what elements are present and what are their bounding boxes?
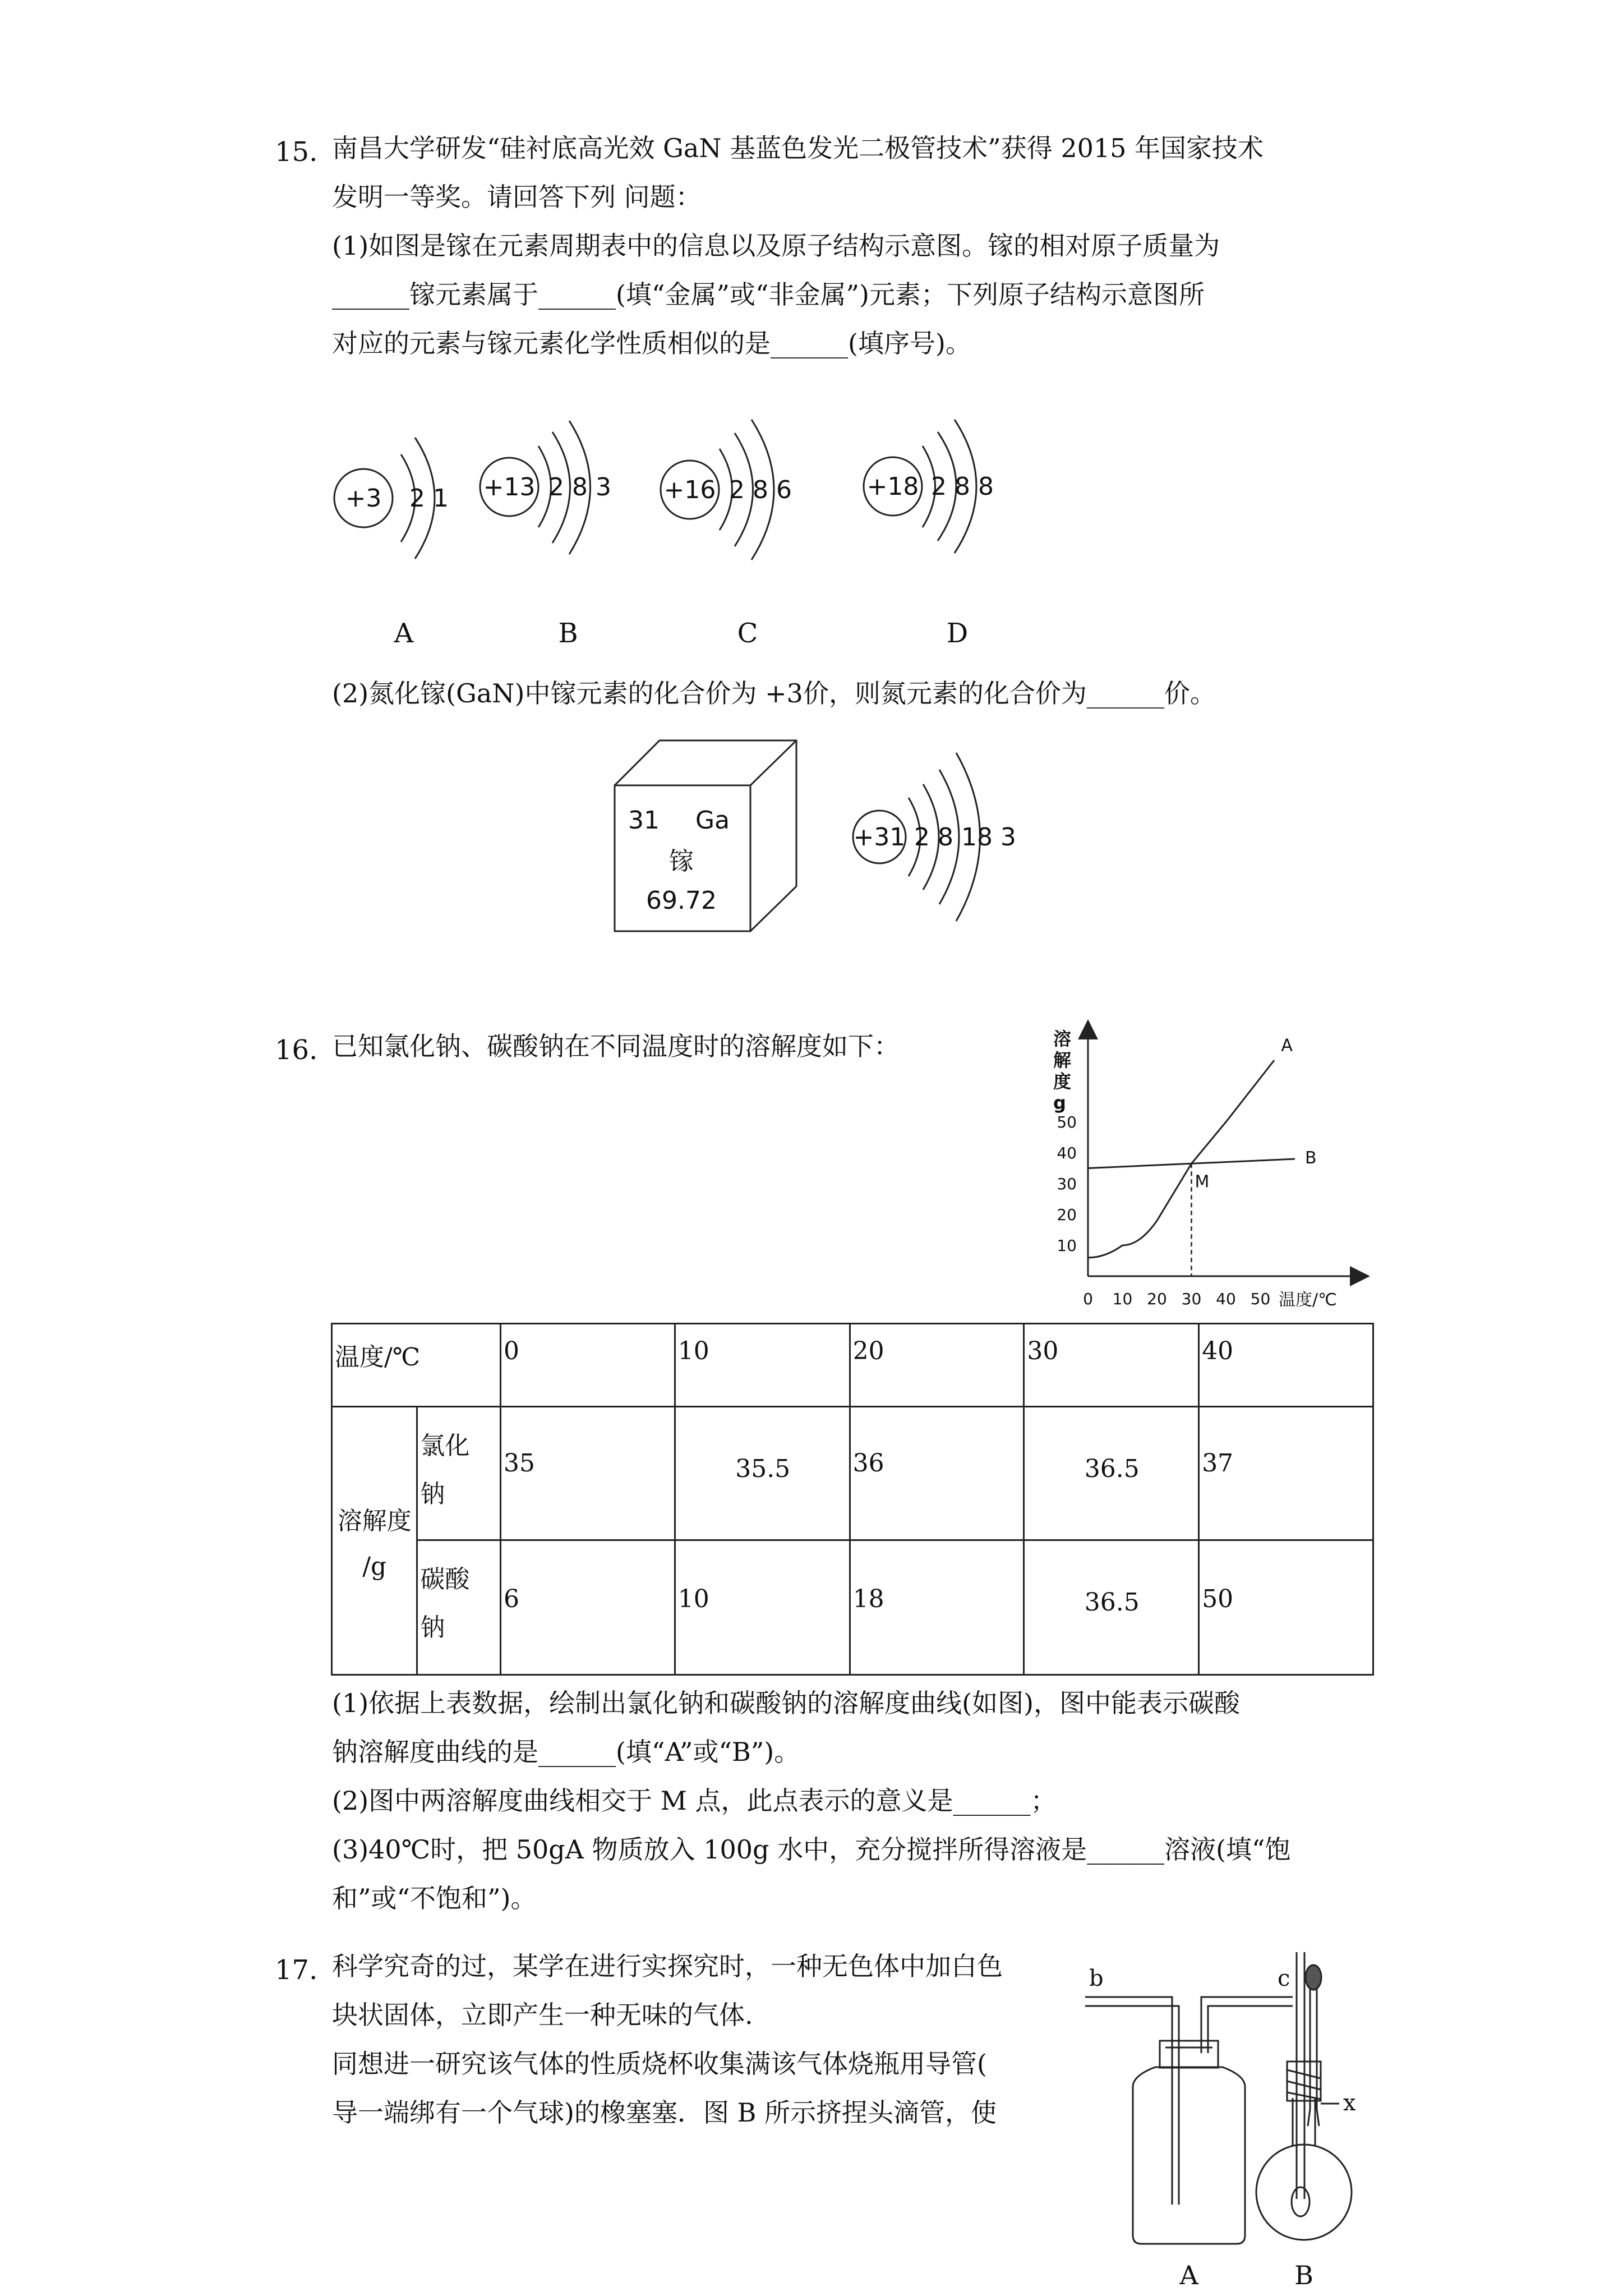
atom-b-shells: 2 8 3: [548, 473, 611, 501]
q17-line3: 同想进一研究该气体的性质烧杯收集满该气体烧瓶用导管(: [332, 2049, 987, 2079]
ga-symbol: Ga: [695, 806, 730, 835]
x-tick-label: 10: [1112, 1290, 1133, 1308]
nacl-label-2: 钠: [420, 1479, 445, 1508]
label-apparatus-a: A: [1179, 2260, 1198, 2290]
solubility-label-1: 溶解度: [337, 1507, 412, 1535]
q15-line2: 发明一等奖。请回答下列 问题：: [332, 182, 702, 212]
na2co3-0: 6: [501, 1540, 675, 1675]
y-tick-label: 40: [1057, 1144, 1077, 1162]
x-axis-label: 温度/℃: [1279, 1290, 1337, 1310]
gallium-figure: [611, 729, 1038, 942]
na2co3-label-2: 钠: [420, 1613, 445, 1642]
atom-c-nucleus: +16: [663, 476, 716, 504]
q17-line2: 块状固体，立即产生一种无味的气体.: [332, 2000, 753, 2030]
ga-name: 镓: [669, 847, 694, 876]
solubility-table: [331, 1323, 1374, 1676]
q15-number: 15.: [275, 136, 318, 168]
na2co3-30: 36.5: [1024, 1540, 1199, 1675]
na2co3-label: [417, 1540, 501, 1675]
q15-line1: 南昌大学研发“硅衬底高光效 GaN 基蓝色发光二极管技术”获得 2015 年国家技术: [332, 133, 1264, 163]
atom-d-shells: 2 8 8: [931, 472, 994, 501]
q17-line4: 导一端绑有一个气球)的橡塞塞．图 B 所示挤捏头滴管，使: [332, 2097, 997, 2128]
nacl-40: 37: [1199, 1407, 1373, 1540]
intersection-label-m: M: [1195, 1172, 1210, 1192]
q16-p2: (2)图中两溶解度曲线相交于 M 点，此点表示的意义是______；: [332, 1786, 1057, 1816]
x-tick-label: 20: [1147, 1290, 1167, 1308]
nacl-10: 35.5: [675, 1407, 850, 1540]
atom-d-nucleus: +18: [866, 472, 919, 501]
q16-p1-line1: (1)依据上表数据，绘制出氯化钠和碳酸钠的溶解度曲线(如图)，图中能表示碳酸: [332, 1688, 1241, 1718]
q16-p3-line1: (3)40℃时，把 50gA 物质放入 100g 水中，充分搅拌所得溶液是______溶液(填“饱: [332, 1834, 1291, 1865]
na2co3-20: 18: [850, 1540, 1024, 1675]
atom-a-shells: 2 1: [409, 484, 449, 513]
tube-b: [1085, 1997, 1172, 2205]
svg-text:溶解度g: 溶解度 g: [1053, 1028, 1072, 1114]
ga-shells: 2 8 18 3: [914, 823, 1016, 852]
ga-atomic-number: 31: [628, 806, 660, 835]
nacl-30: 36.5: [1024, 1407, 1199, 1540]
y-tick-label: 30: [1057, 1175, 1077, 1193]
nacl-20: 36: [850, 1407, 1024, 1540]
na2co3-10: 10: [675, 1540, 850, 1675]
q17-number: 17.: [275, 1954, 318, 1986]
q15-p1-line3: 对应的元素与镓元素化学性质相似的是______(填序号)。: [332, 328, 971, 358]
nacl-0: 35: [501, 1407, 675, 1540]
solubility-chart: [1021, 1018, 1368, 1321]
solubility-label: [332, 1407, 417, 1675]
atom-c-shells: 2 8 6: [729, 476, 792, 504]
series-a-label: A: [1281, 1036, 1293, 1056]
temp-40: 40: [1199, 1324, 1373, 1407]
ga-mass: 69.72: [646, 886, 717, 915]
nacl-label-1: 氯化: [420, 1432, 470, 1460]
q16-intro: 已知氯化钠、碳酸钠在不同温度时的溶解度如下：: [332, 1031, 900, 1061]
q15-p1-line1: (1)如图是镓在元素周期表中的信息以及原子结构示意图。镓的相对原子质量为: [332, 231, 1220, 261]
label-c: c: [1278, 1966, 1290, 1991]
dropper: [1308, 1986, 1319, 2126]
na2co3-label-1: 碳酸: [420, 1565, 470, 1594]
table-row: [332, 1540, 1373, 1675]
q15-p2: (2)氮化镓(GaN)中镓元素的化合价为 +3价，则氮元素的化合价为______价。: [332, 678, 1216, 708]
atom-d-label: D: [946, 618, 969, 649]
series-a-line: [1088, 1060, 1274, 1258]
temp-header: 温度/℃: [332, 1324, 501, 1407]
temp-30: 30: [1024, 1324, 1199, 1407]
temp-10: 10: [675, 1324, 850, 1407]
x-tick-label: 40: [1216, 1290, 1236, 1308]
atom-a-label: A: [394, 618, 414, 649]
tube-b-flask: [1297, 1952, 1304, 2199]
atom-b-nucleus: +13: [483, 473, 536, 501]
y-tick-label: 20: [1057, 1205, 1077, 1224]
table-row: [332, 1324, 1373, 1407]
q15-p1-line2: ______镓元素属于______(填“金属”或“非金属”)元素；下列原子结构示意图所: [332, 279, 1205, 310]
atom-diagrams: [314, 415, 1099, 662]
stopper-a: [1160, 2041, 1218, 2068]
balloon: [1292, 2187, 1310, 2216]
label-b: b: [1089, 1966, 1104, 1991]
label-apparatus-b: B: [1294, 2260, 1313, 2290]
x-tick-label: 0: [1083, 1290, 1093, 1308]
q16-p1-line2: 钠溶解度曲线的是______(填“A”或“B”)。: [332, 1737, 800, 1767]
q17-line1: 科学究奇的过，某学在进行实探究时，一种无色体中加白色: [332, 1951, 1003, 1981]
q16-p3-line2: 和”或“不饱和”)。: [332, 1883, 537, 1913]
temp-0: 0: [501, 1324, 675, 1407]
nacl-label: [417, 1407, 501, 1540]
temp-20: 20: [850, 1324, 1024, 1407]
atom-a-nucleus: +3: [345, 484, 382, 513]
atom-c-label: C: [737, 618, 758, 649]
y-tick-label: 50: [1057, 1113, 1077, 1131]
ga-nucleus: +31: [853, 823, 906, 852]
y-label: [1053, 1028, 1071, 1114]
x-tick-label: 50: [1250, 1290, 1271, 1308]
table-row: [332, 1407, 1373, 1540]
na2co3-40: 50: [1199, 1540, 1373, 1675]
solubility-label-2: /g: [362, 1552, 387, 1581]
series-b-label: B: [1305, 1148, 1317, 1168]
q16-number: 16.: [275, 1034, 318, 1066]
atom-b-label: B: [558, 618, 578, 649]
y-tick-label: 10: [1057, 1236, 1077, 1255]
apparatus-figure: [1077, 1941, 1424, 2289]
label-x: x: [1343, 2090, 1356, 2116]
bottle-a: [1133, 2067, 1245, 2244]
x-tick-label: 30: [1181, 1290, 1202, 1308]
